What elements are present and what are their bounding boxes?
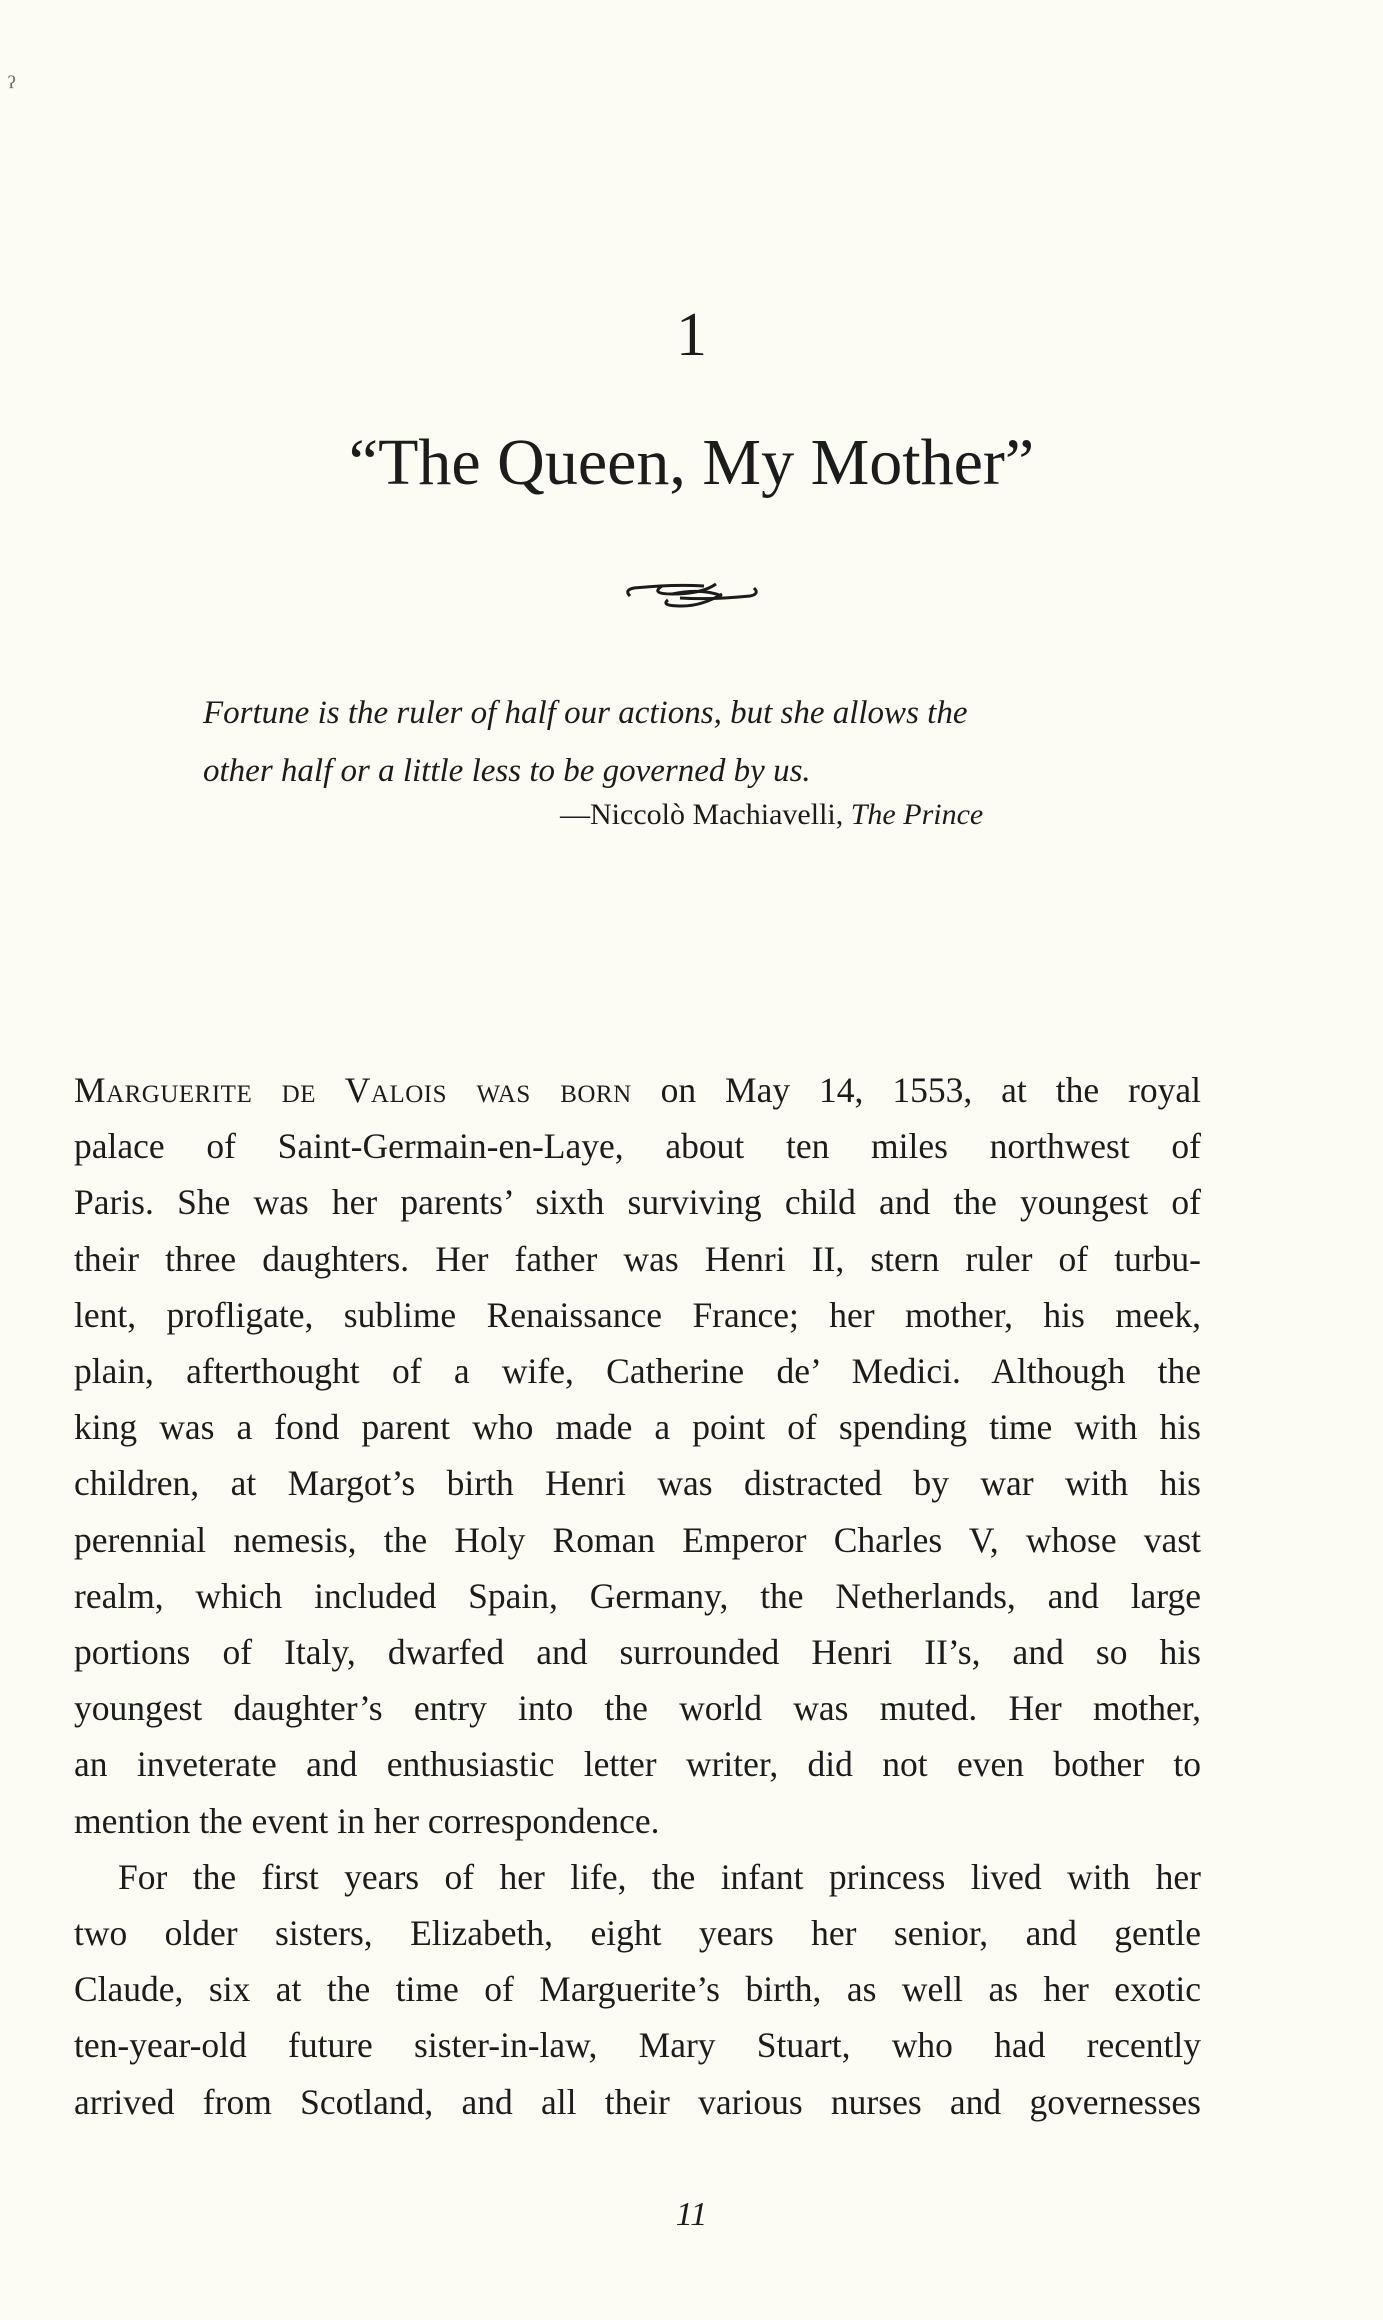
opening-small-caps: Marguerite de Valois was born [74,1070,632,1110]
epigraph-line: Fortune is the ruler of half our actions, but she allows the [203,695,968,731]
body-line: Paris. She was her parents’ sixth surviving child and the youngest of [74,1182,1201,1223]
body-line: perennial nemesis, the Holy Roman Emperor Charles V, whose vast [74,1519,1201,1560]
body-line: ten-year-old future sister-in-law, Mary Stuart, who had recently [74,2025,1201,2066]
body-line: Claude, six at the time of Marguerite’s birth, as well as her exotic [74,1969,1201,2010]
body-line: an inveterate and enthusiastic letter writer, did not even bother to [74,1744,1201,1785]
page-number: 11 [675,2196,708,2233]
body-line: Marguerite de Valois was born on May 14, 1553, at the royal [74,1070,1201,1110]
chapter-number: 1 [676,301,707,369]
body-text [74,1062,1201,2130]
body-line: youngest daughter’s entry into the world was muted. Her mother, [74,1688,1201,1729]
body-line: plain, afterthought of a wife, Catherine de’ Medici. Although the [74,1351,1201,1392]
body-line: their three daughters. Her father was Henri II, stern ruler of turbu- [74,1238,1201,1279]
body-line: palace of Saint-Germain-en-Laye, about ten miles northwest of [74,1126,1201,1167]
body-line: For the first years of her life, the infant princess lived with her [118,1856,1201,1897]
body-line: portions of Italy, dwarfed and surrounded Henri II’s, and so his [74,1632,1201,1673]
margin-mark: ˀ [8,70,16,103]
body-line: children, at Margot’s birth Henri was distracted by war with his [74,1463,1201,1504]
body-line: lent, profligate, sublime Renaissance France; her mother, his meek, [74,1294,1201,1335]
epigraph-line: other half or a little less to be governed by us. [203,753,811,789]
body-line: king was a fond parent who made a point of spending time with his [74,1407,1201,1448]
attribution-work: The Prince [850,798,984,831]
epigraph [203,684,1103,800]
epigraph-attribution [560,798,983,832]
body-line: arrived from Scotland, and all their various nurses and governesses [74,2081,1201,2122]
flourish-ornament-icon [0,572,1383,617]
attribution-author: —Niccolò Machiavelli, [560,798,851,831]
chapter-title: “The Queen, My Mother” [348,426,1035,499]
body-line: mention the event in her correspondence. [74,1800,660,1841]
body-line: two older sisters, Elizabeth, eight years her senior, and gentle [74,1913,1201,1954]
body-line: realm, which included Spain, Germany, the Netherlands, and large [74,1575,1201,1616]
